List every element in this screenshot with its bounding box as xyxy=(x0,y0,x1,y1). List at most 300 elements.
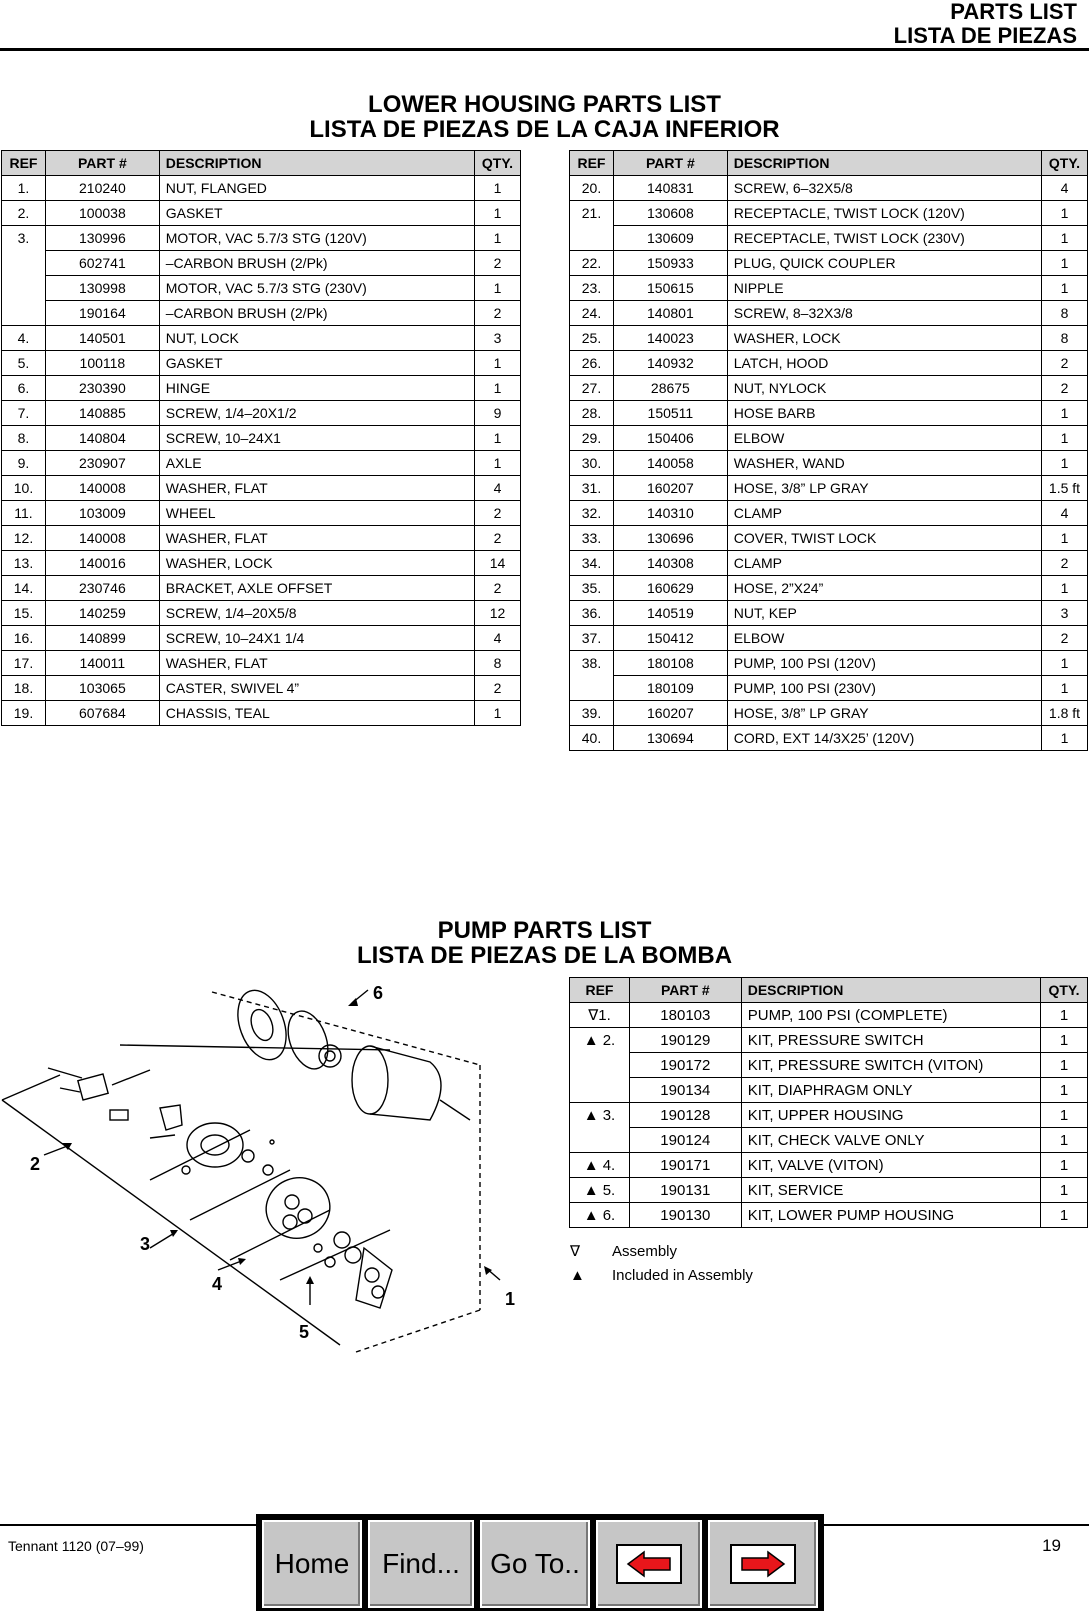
quantity-cell: 2 xyxy=(1041,626,1087,651)
lower-housing-title-es: LISTA DE PIEZAS DE LA CAJA INFERIOR xyxy=(309,116,780,143)
ref-cell: 1. xyxy=(2,176,46,201)
part-number-cell: 190134 xyxy=(629,1078,741,1103)
table-row xyxy=(2,351,521,376)
quantity-cell: 2 xyxy=(474,576,520,601)
pump-title xyxy=(0,918,1089,968)
quantity-cell: 4 xyxy=(1041,176,1087,201)
ref-cell: 18. xyxy=(2,676,46,701)
description-cell: HOSE, 2”X24” xyxy=(727,576,1041,601)
quantity-cell: 1 xyxy=(1041,651,1087,676)
description-cell: BRACKET, AXLE OFFSET xyxy=(159,576,474,601)
quantity-cell: 1 xyxy=(1041,726,1087,751)
quantity-cell: 1 xyxy=(1041,1028,1088,1053)
part-number-cell: 180103 xyxy=(629,1003,741,1028)
ref-cell: 15. xyxy=(2,601,46,626)
table-row xyxy=(2,426,521,451)
quantity-cell: 1 xyxy=(1041,576,1087,601)
lower-housing-title-en: LOWER HOUSING PARTS LIST xyxy=(368,91,721,118)
table-row xyxy=(2,251,521,276)
quantity-cell: 1 xyxy=(1041,526,1087,551)
description-cell: WASHER, FLAT xyxy=(159,476,474,501)
table-row xyxy=(570,251,1088,276)
table-row xyxy=(570,326,1088,351)
quantity-cell: 1 xyxy=(1041,1178,1088,1203)
description-cell: ELBOW xyxy=(727,626,1041,651)
table-row xyxy=(2,601,521,626)
page-header xyxy=(894,0,1077,48)
lower-housing-title xyxy=(0,92,1089,142)
quantity-cell: 2 xyxy=(1041,376,1087,401)
description-cell: WASHER, WAND xyxy=(727,451,1041,476)
quantity-cell: 1.5 ft xyxy=(1041,476,1087,501)
table-row xyxy=(2,626,521,651)
goto-button[interactable]: Go To.. xyxy=(480,1520,590,1608)
quantity-cell: 1 xyxy=(1041,426,1087,451)
ref-cell: ▲ 2. xyxy=(570,1028,630,1103)
ref-cell: 30. xyxy=(570,451,614,476)
table-row xyxy=(570,376,1088,401)
table-row xyxy=(2,376,521,401)
part-number-cell: 140831 xyxy=(613,176,727,201)
part-number-cell: 140023 xyxy=(613,326,727,351)
ref-cell: 34. xyxy=(570,551,614,576)
table-row xyxy=(570,651,1088,676)
quantity-cell: 1 xyxy=(1041,1053,1088,1078)
legend-text: Assembly xyxy=(612,1243,678,1260)
quantity-cell: 1 xyxy=(474,376,520,401)
table-row xyxy=(570,226,1088,251)
part-number-cell: 140259 xyxy=(45,601,159,626)
quantity-cell: 4 xyxy=(474,476,520,501)
table-row xyxy=(2,451,521,476)
col-qty: QTY. xyxy=(474,151,520,176)
ref-cell: 6. xyxy=(2,376,46,401)
part-number-cell: 130696 xyxy=(613,526,727,551)
callout-5: 5 xyxy=(299,1322,310,1342)
quantity-cell: 2 xyxy=(474,301,520,326)
callout-2: 2 xyxy=(30,1154,41,1174)
description-cell: NUT, FLANGED xyxy=(159,176,474,201)
quantity-cell: 1 xyxy=(1041,276,1087,301)
part-number-cell: 140804 xyxy=(45,426,159,451)
part-number-cell: 190124 xyxy=(629,1128,741,1153)
quantity-cell: 1 xyxy=(474,701,520,726)
table-row xyxy=(2,576,521,601)
ref-cell: 19. xyxy=(2,701,46,726)
table-row xyxy=(570,276,1088,301)
table-row xyxy=(570,676,1088,701)
ref-cell: 35. xyxy=(570,576,614,601)
description-cell: LATCH, HOOD xyxy=(727,351,1041,376)
footer-doc-id: Tennant 1120 (07–99) xyxy=(8,1538,144,1554)
description-cell: CLAMP xyxy=(727,501,1041,526)
callout-3: 3 xyxy=(140,1234,151,1254)
ref-cell: 14. xyxy=(2,576,46,601)
next-page-button[interactable] xyxy=(708,1520,818,1608)
ref-cell: 13. xyxy=(2,551,46,576)
ref-cell: ▲ 6. xyxy=(570,1203,630,1228)
quantity-cell: 1 xyxy=(474,451,520,476)
ref-cell: ▲ 5. xyxy=(570,1178,630,1203)
quantity-cell: 1 xyxy=(1041,451,1087,476)
table-row xyxy=(570,1178,1088,1203)
col-part: PART # xyxy=(613,151,727,176)
ref-cell: 38. xyxy=(570,651,614,701)
part-number-cell: 150933 xyxy=(613,251,727,276)
table-row xyxy=(570,526,1088,551)
description-cell: KIT, DIAPHRAGM ONLY xyxy=(741,1078,1040,1103)
part-number-cell: 130996 xyxy=(45,226,159,251)
part-number-cell: 180108 xyxy=(613,651,727,676)
part-number-cell: 150412 xyxy=(613,626,727,651)
table-row xyxy=(570,1078,1088,1103)
part-number-cell: 140310 xyxy=(613,501,727,526)
ref-cell: 39. xyxy=(570,701,614,726)
pump-exploded-diagram xyxy=(0,980,540,1360)
ref-cell: 21. xyxy=(570,201,614,251)
ref-cell: 33. xyxy=(570,526,614,551)
description-cell: PUMP, 100 PSI (COMPLETE) xyxy=(741,1003,1040,1028)
ref-cell: 24. xyxy=(570,301,614,326)
ref-cell: 22. xyxy=(570,251,614,276)
quantity-cell: 14 xyxy=(474,551,520,576)
description-cell: MOTOR, VAC 5.7/3 STG (230V) xyxy=(159,276,474,301)
table-row xyxy=(570,301,1088,326)
ref-cell: 27. xyxy=(570,376,614,401)
col-part: PART # xyxy=(629,978,741,1003)
part-number-cell: 140308 xyxy=(613,551,727,576)
table-row xyxy=(2,551,521,576)
page-number: 19 xyxy=(1042,1536,1061,1555)
callout-1: 1 xyxy=(505,1289,516,1309)
description-cell: –CARBON BRUSH (2/Pk) xyxy=(159,301,474,326)
legend-text: Included in Assembly xyxy=(612,1267,753,1284)
part-number-cell: 103009 xyxy=(45,501,159,526)
table-row xyxy=(570,1153,1088,1178)
ref-cell: 2. xyxy=(2,201,46,226)
quantity-cell: 1 xyxy=(1041,251,1087,276)
part-number-cell: 130998 xyxy=(45,276,159,301)
quantity-cell: 1 xyxy=(474,276,520,301)
ref-cell: ∇1. xyxy=(570,1003,630,1028)
quantity-cell: 2 xyxy=(1041,551,1087,576)
quantity-cell: 2 xyxy=(474,501,520,526)
description-cell: PUMP, 100 PSI (120V) xyxy=(727,651,1041,676)
description-cell: COVER, TWIST LOCK xyxy=(727,526,1041,551)
part-number-cell: 190171 xyxy=(629,1153,741,1178)
part-number-cell: 140932 xyxy=(613,351,727,376)
navigation-bar xyxy=(256,1514,824,1611)
ref-cell: 32. xyxy=(570,501,614,526)
part-number-cell: 150511 xyxy=(613,401,727,426)
part-number-cell: 607684 xyxy=(45,701,159,726)
quantity-cell: 1 xyxy=(1041,1103,1088,1128)
quantity-cell: 1.8 ft xyxy=(1041,701,1087,726)
ref-cell: 40. xyxy=(570,726,614,751)
part-number-cell: 130694 xyxy=(613,726,727,751)
table-row xyxy=(570,1053,1088,1078)
col-qty: QTY. xyxy=(1041,978,1088,1003)
lower-housing-table-right xyxy=(569,150,1088,751)
part-number-cell: 230907 xyxy=(45,451,159,476)
part-number-cell: 160207 xyxy=(613,476,727,501)
ref-cell: 9. xyxy=(2,451,46,476)
col-description: DESCRIPTION xyxy=(741,978,1040,1003)
part-number-cell: 130609 xyxy=(613,226,727,251)
part-number-cell: 140501 xyxy=(45,326,159,351)
table-row xyxy=(570,176,1088,201)
description-cell: MOTOR, VAC 5.7/3 STG (120V) xyxy=(159,226,474,251)
description-cell: KIT, SERVICE xyxy=(741,1178,1040,1203)
ref-cell: 36. xyxy=(570,601,614,626)
part-number-cell: 160207 xyxy=(613,701,727,726)
included-symbol: ▲ xyxy=(570,1267,585,1284)
col-description: DESCRIPTION xyxy=(159,151,474,176)
description-cell: WASHER, LOCK xyxy=(159,551,474,576)
table-row xyxy=(2,201,521,226)
quantity-cell: 1 xyxy=(1041,1128,1088,1153)
table-row xyxy=(570,601,1088,626)
ref-cell: 29. xyxy=(570,426,614,451)
description-cell: SCREW, 1/4–20X5/8 xyxy=(159,601,474,626)
pump-parts-table xyxy=(569,977,1088,1228)
table-row xyxy=(2,326,521,351)
description-cell: PUMP, 100 PSI (230V) xyxy=(727,676,1041,701)
ref-cell: 26. xyxy=(570,351,614,376)
quantity-cell: 1 xyxy=(1041,1203,1088,1228)
part-number-cell: 140058 xyxy=(613,451,727,476)
table-row xyxy=(570,351,1088,376)
table-row xyxy=(570,201,1088,226)
table-row xyxy=(570,1203,1088,1228)
quantity-cell: 2 xyxy=(474,251,520,276)
table-row xyxy=(570,1103,1088,1128)
ref-cell: 31. xyxy=(570,476,614,501)
description-cell: AXLE xyxy=(159,451,474,476)
description-cell: HINGE xyxy=(159,376,474,401)
table-row xyxy=(2,226,521,251)
table-row xyxy=(570,401,1088,426)
quantity-cell: 1 xyxy=(1041,1153,1088,1178)
part-number-cell: 160629 xyxy=(613,576,727,601)
part-number-cell: 140885 xyxy=(45,401,159,426)
part-number-cell: 230390 xyxy=(45,376,159,401)
description-cell: GASKET xyxy=(159,201,474,226)
description-cell: KIT, LOWER PUMP HOUSING xyxy=(741,1203,1040,1228)
table-row xyxy=(570,1028,1088,1053)
ref-cell: 7. xyxy=(2,401,46,426)
col-ref: REF xyxy=(570,978,630,1003)
description-cell: CORD, EXT 14/3X25’ (120V) xyxy=(727,726,1041,751)
description-cell: WASHER, FLAT xyxy=(159,526,474,551)
table-row xyxy=(2,676,521,701)
quantity-cell: 3 xyxy=(474,326,520,351)
ref-cell: 12. xyxy=(2,526,46,551)
quantity-cell: 1 xyxy=(1041,401,1087,426)
part-number-cell: 230746 xyxy=(45,576,159,601)
description-cell: SCREW, 6–32X5/8 xyxy=(727,176,1041,201)
description-cell: KIT, PRESSURE SWITCH xyxy=(741,1028,1040,1053)
quantity-cell: 1 xyxy=(1041,1078,1088,1103)
part-number-cell: 140008 xyxy=(45,526,159,551)
table-row xyxy=(570,476,1088,501)
part-number-cell: 140011 xyxy=(45,651,159,676)
left-arrow-icon xyxy=(616,1544,682,1584)
quantity-cell: 2 xyxy=(474,676,520,701)
right-arrow-icon xyxy=(730,1544,796,1584)
ref-cell: ▲ 4. xyxy=(570,1153,630,1178)
part-number-cell: 180109 xyxy=(613,676,727,701)
description-cell: ELBOW xyxy=(727,426,1041,451)
description-cell: RECEPTACLE, TWIST LOCK (120V) xyxy=(727,201,1041,226)
description-cell: GASKET xyxy=(159,351,474,376)
header-title-en: PARTS LIST xyxy=(950,0,1077,24)
quantity-cell: 1 xyxy=(1041,226,1087,251)
part-number-cell: 28675 xyxy=(613,376,727,401)
legend-included xyxy=(570,1267,753,1284)
col-part: PART # xyxy=(45,151,159,176)
description-cell: WHEEL xyxy=(159,501,474,526)
part-number-cell: 140016 xyxy=(45,551,159,576)
table-row xyxy=(2,276,521,301)
quantity-cell: 1 xyxy=(474,176,520,201)
description-cell: KIT, VALVE (VITON) xyxy=(741,1153,1040,1178)
description-cell: WASHER, FLAT xyxy=(159,651,474,676)
description-cell: KIT, CHECK VALVE ONLY xyxy=(741,1128,1040,1153)
home-button[interactable]: Home xyxy=(262,1520,362,1608)
ref-cell: 28. xyxy=(570,401,614,426)
previous-page-button[interactable] xyxy=(596,1520,702,1608)
description-cell: HOSE BARB xyxy=(727,401,1041,426)
part-number-cell: 602741 xyxy=(45,251,159,276)
description-cell: SCREW, 10–24X1 1/4 xyxy=(159,626,474,651)
ref-cell: 16. xyxy=(2,626,46,651)
pump-title-en: PUMP PARTS LIST xyxy=(437,917,652,944)
ref-cell: 17. xyxy=(2,651,46,676)
part-number-cell: 150406 xyxy=(613,426,727,451)
legend-assembly xyxy=(570,1242,677,1260)
description-cell: KIT, PRESSURE SWITCH (VITON) xyxy=(741,1053,1040,1078)
part-number-cell: 190131 xyxy=(629,1178,741,1203)
description-cell: PLUG, QUICK COUPLER xyxy=(727,251,1041,276)
callout-6: 6 xyxy=(373,983,384,1003)
part-number-cell: 140008 xyxy=(45,476,159,501)
table-row xyxy=(570,1128,1088,1153)
quantity-cell: 1 xyxy=(1041,676,1087,701)
description-cell: HOSE, 3/8” LP GRAY xyxy=(727,476,1041,501)
part-number-cell: 190129 xyxy=(629,1028,741,1053)
ref-cell: 8. xyxy=(2,426,46,451)
table-row xyxy=(570,726,1088,751)
ref-cell: 10. xyxy=(2,476,46,501)
part-number-cell: 190172 xyxy=(629,1053,741,1078)
ref-cell: 20. xyxy=(570,176,614,201)
quantity-cell: 1 xyxy=(474,426,520,451)
part-number-cell: 103065 xyxy=(45,676,159,701)
part-number-cell: 190130 xyxy=(629,1203,741,1228)
quantity-cell: 1 xyxy=(474,201,520,226)
ref-cell: 37. xyxy=(570,626,614,651)
assembly-symbol: ∇ xyxy=(570,1243,581,1260)
col-description: DESCRIPTION xyxy=(727,151,1041,176)
description-cell: NUT, NYLOCK xyxy=(727,376,1041,401)
quantity-cell: 8 xyxy=(474,651,520,676)
table-row xyxy=(570,701,1088,726)
table-row xyxy=(2,401,521,426)
table-row xyxy=(2,476,521,501)
quantity-cell: 1 xyxy=(474,351,520,376)
quantity-cell: 8 xyxy=(1041,326,1087,351)
ref-cell: 23. xyxy=(570,276,614,301)
table-row xyxy=(2,701,521,726)
part-number-cell: 140899 xyxy=(45,626,159,651)
quantity-cell: 4 xyxy=(474,626,520,651)
part-number-cell: 130608 xyxy=(613,201,727,226)
description-cell: –CARBON BRUSH (2/Pk) xyxy=(159,251,474,276)
quantity-cell: 3 xyxy=(1041,601,1087,626)
col-qty: QTY. xyxy=(1041,151,1087,176)
part-number-cell: 190128 xyxy=(629,1103,741,1128)
table-row xyxy=(2,176,521,201)
table-row xyxy=(570,1003,1088,1028)
description-cell: NUT, LOCK xyxy=(159,326,474,351)
table-row xyxy=(2,651,521,676)
table-row xyxy=(2,526,521,551)
pump-title-es: LISTA DE PIEZAS DE LA BOMBA xyxy=(356,942,733,969)
quantity-cell: 2 xyxy=(1041,351,1087,376)
table-row xyxy=(570,501,1088,526)
part-number-cell: 100038 xyxy=(45,201,159,226)
description-cell: KIT, UPPER HOUSING xyxy=(741,1103,1040,1128)
ref-cell: 3. xyxy=(2,226,46,326)
part-number-cell: 190164 xyxy=(45,301,159,326)
ref-cell: ▲ 3. xyxy=(570,1103,630,1153)
description-cell: CHASSIS, TEAL xyxy=(159,701,474,726)
header-rule xyxy=(0,48,1089,51)
ref-cell: 5. xyxy=(2,351,46,376)
col-ref: REF xyxy=(570,151,614,176)
description-cell: NIPPLE xyxy=(727,276,1041,301)
description-cell: SCREW, 8–32X3/8 xyxy=(727,301,1041,326)
description-cell: CASTER, SWIVEL 4” xyxy=(159,676,474,701)
description-cell: SCREW, 1/4–20X1/2 xyxy=(159,401,474,426)
part-number-cell: 210240 xyxy=(45,176,159,201)
table-row xyxy=(2,501,521,526)
ref-cell: 11. xyxy=(2,501,46,526)
table-row xyxy=(2,301,521,326)
table-row xyxy=(570,626,1088,651)
description-cell: SCREW, 10–24X1 xyxy=(159,426,474,451)
table-row xyxy=(570,426,1088,451)
quantity-cell: 1 xyxy=(474,226,520,251)
description-cell: RECEPTACLE, TWIST LOCK (230V) xyxy=(727,226,1041,251)
col-ref: REF xyxy=(2,151,46,176)
table-row xyxy=(570,576,1088,601)
description-cell: WASHER, LOCK xyxy=(727,326,1041,351)
quantity-cell: 4 xyxy=(1041,501,1087,526)
description-cell: NUT, KEP xyxy=(727,601,1041,626)
part-number-cell: 150615 xyxy=(613,276,727,301)
quantity-cell: 12 xyxy=(474,601,520,626)
quantity-cell: 1 xyxy=(1041,201,1087,226)
table-row xyxy=(570,451,1088,476)
find-button[interactable]: Find... xyxy=(368,1520,474,1608)
quantity-cell: 9 xyxy=(474,401,520,426)
table-row xyxy=(570,551,1088,576)
ref-cell: 25. xyxy=(570,326,614,351)
part-number-cell: 140519 xyxy=(613,601,727,626)
callout-4: 4 xyxy=(212,1274,223,1294)
